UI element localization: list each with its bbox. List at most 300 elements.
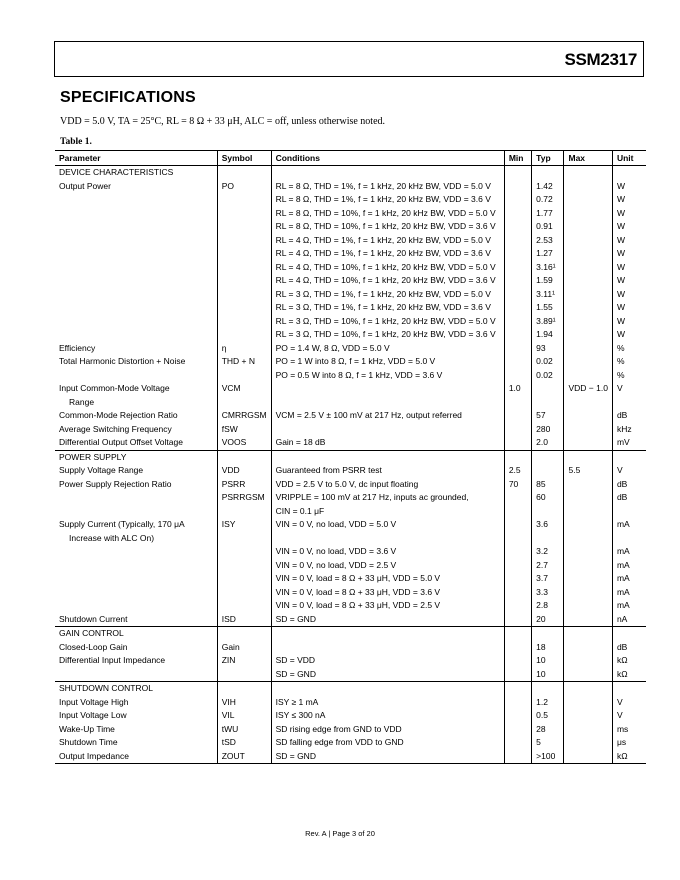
cell-typ [532, 682, 564, 696]
cell-min [504, 491, 531, 518]
cell-conditions [271, 641, 504, 655]
symbol-text: VOOS [221, 437, 247, 447]
cell-unit [612, 342, 646, 356]
unit-text: W [616, 275, 625, 285]
cell-typ [532, 274, 564, 288]
symbol-text: VIL [221, 710, 235, 720]
cell-conditions [271, 627, 504, 641]
table-row [55, 207, 646, 221]
unit-text: % [616, 369, 625, 380]
cell-parameter [55, 180, 217, 194]
cell-symbol [217, 436, 271, 450]
typ-text: 0.72 [536, 194, 553, 204]
table-row [55, 723, 646, 737]
cell-typ [532, 696, 564, 710]
typ-text: 60 [536, 492, 546, 502]
cell-min [504, 288, 531, 302]
unit-text: W [616, 315, 625, 326]
cell-max [564, 369, 612, 383]
conditions-text: RL = 4 Ω, THD = 1%, f = 1 kHz, 20 kHz BW, VDD = 3.6 V [275, 248, 491, 258]
conditions-text: VIN = 0 V, load = 8 Ω + 33 μH, VDD = 3.6 V [275, 586, 441, 597]
cell-unit [612, 654, 646, 668]
cell-min [504, 736, 531, 750]
conditions-text: SD rising edge from GND to VDD [275, 723, 402, 734]
cell-max [564, 654, 612, 668]
cell-symbol [217, 450, 271, 464]
cell-parameter [55, 261, 217, 275]
unit-text: dB [616, 492, 628, 502]
cell-unit [612, 709, 646, 723]
cell-min [504, 654, 531, 668]
max-text: 5.5 [568, 465, 581, 475]
cell-max [564, 409, 612, 423]
conditions-text: VIN = 0 V, no load, VDD = 5.0 V [275, 519, 397, 529]
typ-text: 18 [536, 641, 546, 652]
cell-typ [532, 423, 564, 437]
parameter-text: Common-Mode Rejection Ratio [59, 410, 178, 420]
parameter-text: POWER SUPPLY [59, 451, 127, 462]
cell-conditions [271, 342, 504, 356]
typ-text: 20 [536, 613, 546, 624]
conditions-text: RL = 8 Ω, THD = 1%, f = 1 kHz, 20 kHz BW, VDD = 5.0 V [275, 180, 491, 191]
cell-unit [612, 382, 646, 409]
conditions-text: SD = GND [275, 750, 316, 761]
symbol-text: ISY [221, 519, 236, 529]
unit-text: W [616, 221, 625, 231]
col-header-unit: Unit [612, 151, 646, 166]
cell-symbol [217, 464, 271, 478]
section-title: SPECIFICATIONS [60, 89, 196, 106]
symbol-text: ISD [221, 613, 236, 624]
cell-unit [612, 207, 646, 221]
unit-text: kΩ [616, 668, 628, 679]
cell-unit [612, 723, 646, 737]
conditions-text: RL = 3 Ω, THD = 10%, f = 1 kHz, 20 kHz BW, VDD = 3.6 V [275, 329, 496, 339]
table-row [55, 355, 646, 369]
typ-text: 0.5 [536, 710, 548, 720]
conditions-text: VDD = 2.5 V to 5.0 V, dc input floating [275, 478, 419, 489]
cell-unit [612, 274, 646, 288]
conditions-text: VRIPPLE = 100 mV at 217 Hz, inputs ac grounded, [275, 492, 469, 502]
cell-max [564, 668, 612, 682]
cell-max [564, 464, 612, 478]
cell-unit [612, 220, 646, 234]
cell-typ [532, 328, 564, 342]
table-row [55, 193, 646, 207]
typ-text: 3.6 [536, 519, 548, 529]
typ-text: 280 [536, 423, 551, 434]
cell-min [504, 696, 531, 710]
cell-symbol [217, 261, 271, 275]
cell-typ [532, 709, 564, 723]
table-row [55, 654, 646, 668]
parameter-text: Power Supply Rejection Ratio [59, 478, 172, 489]
unit-text: V [616, 465, 623, 475]
unit-text: dB [616, 641, 628, 652]
col-header-max: Max [564, 151, 612, 166]
cell-symbol [217, 301, 271, 315]
cell-symbol [217, 180, 271, 194]
unit-text: W [616, 248, 625, 258]
table-row [55, 423, 646, 437]
test-conditions: VDD = 5.0 V, TA = 25°C, RL = 8 Ω + 33 μH, ALC = off, unless otherwise noted. [60, 116, 386, 127]
conditions-text: RL = 4 Ω, THD = 10%, f = 1 kHz, 20 kHz BW, VDD = 3.6 V [275, 275, 496, 285]
cell-max [564, 613, 612, 627]
cell-unit [612, 682, 646, 696]
table-row [55, 518, 646, 545]
cell-conditions [271, 586, 504, 600]
parameter-text: Output Power [59, 180, 111, 191]
table-row [55, 220, 646, 234]
conditions-text: RL = 3 Ω, THD = 1%, f = 1 kHz, 20 kHz BW, VDD = 5.0 V [275, 288, 491, 299]
typ-text: 3.89¹ [536, 315, 556, 326]
typ-text: 0.02 [536, 356, 553, 366]
cell-max [564, 301, 612, 315]
cell-conditions [271, 288, 504, 302]
cell-parameter [55, 220, 217, 234]
symbol-text: PO [221, 180, 234, 191]
cell-symbol [217, 355, 271, 369]
cell-min [504, 328, 531, 342]
typ-text: 3.3 [536, 586, 548, 597]
conditions-text: RL = 3 Ω, THD = 1%, f = 1 kHz, 20 kHz BW, VDD = 3.6 V [275, 302, 491, 312]
symbol-text: PSRRGSM [221, 492, 265, 502]
typ-text: 1.2 [536, 696, 548, 707]
cell-unit [612, 450, 646, 464]
cell-typ [532, 234, 564, 248]
cell-symbol [217, 641, 271, 655]
cell-conditions [271, 559, 504, 573]
cell-symbol [217, 696, 271, 710]
cell-symbol [217, 682, 271, 696]
parameter-continuation: Range [69, 396, 95, 407]
cell-max [564, 234, 612, 248]
cell-min [504, 274, 531, 288]
table-row [55, 572, 646, 586]
col-header-min: Min [504, 151, 531, 166]
cell-symbol [217, 369, 271, 383]
cell-symbol [217, 342, 271, 356]
conditions-text: SD = GND [275, 613, 316, 624]
table-row [55, 342, 646, 356]
cell-parameter [55, 450, 217, 464]
parameter-text: Efficiency [59, 342, 96, 353]
table-row [55, 328, 646, 342]
unit-text: kΩ [616, 750, 628, 761]
cell-typ [532, 409, 564, 423]
cell-parameter [55, 207, 217, 221]
cell-typ [532, 193, 564, 207]
cell-typ [532, 668, 564, 682]
table-row [55, 464, 646, 478]
cell-max [564, 342, 612, 356]
cell-conditions [271, 668, 504, 682]
cell-max [564, 450, 612, 464]
cell-min [504, 301, 531, 315]
cell-unit [612, 478, 646, 492]
cell-conditions [271, 234, 504, 248]
section-row [55, 450, 646, 464]
table-title: Table 1. [60, 137, 92, 147]
cell-symbol [217, 288, 271, 302]
cell-parameter [55, 166, 217, 180]
typ-text: 2.7 [536, 559, 548, 570]
parameter-text: Differential Input Impedance [59, 655, 166, 665]
cell-typ [532, 180, 564, 194]
typ-text: 10 [536, 655, 546, 665]
cell-typ [532, 627, 564, 641]
specifications-table [55, 150, 646, 764]
conditions-text: SD = VDD [275, 655, 316, 665]
cell-min [504, 572, 531, 586]
table-row [55, 545, 646, 559]
table-row [55, 599, 646, 613]
cell-parameter [55, 274, 217, 288]
cell-symbol [217, 627, 271, 641]
typ-text: 28 [536, 723, 546, 734]
cell-max [564, 736, 612, 750]
table-row [55, 641, 646, 655]
symbol-text: fSW [221, 423, 238, 434]
cell-conditions [271, 382, 504, 409]
symbol-text: ZOUT [221, 750, 245, 761]
cell-unit [612, 599, 646, 613]
parameter-text: Supply Voltage Range [59, 465, 144, 475]
cell-parameter [55, 545, 217, 559]
cell-unit [612, 641, 646, 655]
cell-conditions [271, 464, 504, 478]
unit-text: W [616, 288, 625, 299]
symbol-text: PSRR [221, 478, 246, 489]
cell-parameter [55, 572, 217, 586]
cell-typ [532, 288, 564, 302]
cell-conditions [271, 369, 504, 383]
symbol-text: η [221, 342, 227, 353]
typ-text: 2.53 [536, 234, 553, 245]
unit-text: W [616, 302, 625, 312]
unit-text: W [616, 261, 625, 272]
cell-parameter [55, 423, 217, 437]
cell-unit [612, 627, 646, 641]
cell-max [564, 328, 612, 342]
cell-max [564, 315, 612, 329]
cell-parameter [55, 234, 217, 248]
cell-max [564, 572, 612, 586]
table-row [55, 382, 646, 409]
cell-symbol [217, 518, 271, 545]
table-row [55, 750, 646, 764]
cell-unit [612, 696, 646, 710]
table-row [55, 409, 646, 423]
conditions-text: RL = 4 Ω, THD = 10%, f = 1 kHz, 20 kHz BW, VDD = 5.0 V [275, 261, 496, 272]
cell-min [504, 207, 531, 221]
cell-unit [612, 166, 646, 180]
cell-max [564, 423, 612, 437]
conditions-text: RL = 8 Ω, THD = 1%, f = 1 kHz, 20 kHz BW, VDD = 3.6 V [275, 194, 491, 204]
parameter-text: SHUTDOWN CONTROL [59, 683, 153, 693]
cell-typ [532, 315, 564, 329]
symbol-text: ZIN [221, 655, 236, 665]
cell-min [504, 355, 531, 369]
parameter-text: GAIN CONTROL [59, 628, 124, 638]
cell-typ [532, 382, 564, 409]
symbol-text: THD + N [221, 356, 256, 366]
cell-parameter [55, 613, 217, 627]
cell-typ [532, 545, 564, 559]
cell-symbol [217, 166, 271, 180]
cell-typ [532, 166, 564, 180]
cell-typ [532, 559, 564, 573]
cell-unit [612, 423, 646, 437]
unit-text: nA [616, 613, 628, 624]
cell-conditions [271, 193, 504, 207]
unit-text: V [616, 383, 623, 393]
cell-symbol [217, 423, 271, 437]
cell-parameter [55, 709, 217, 723]
conditions-text: VCM = 2.5 V ± 100 mV at 217 Hz, output referred [275, 410, 462, 420]
unit-text: mA [616, 559, 630, 570]
cell-conditions [271, 709, 504, 723]
min-text: 2.5 [508, 465, 521, 475]
conditions-text: RL = 3 Ω, THD = 10%, f = 1 kHz, 20 kHz BW, VDD = 5.0 V [275, 315, 496, 326]
cell-parameter [55, 559, 217, 573]
typ-text: 57 [536, 410, 546, 420]
cell-max [564, 247, 612, 261]
table-row [55, 736, 646, 750]
cell-conditions [271, 572, 504, 586]
col-header-typ: Typ [532, 151, 564, 166]
cell-parameter [55, 518, 217, 545]
table-row [55, 559, 646, 573]
table-row [55, 491, 646, 518]
cell-conditions [271, 207, 504, 221]
cell-typ [532, 450, 564, 464]
table-row [55, 668, 646, 682]
cell-conditions [271, 696, 504, 710]
conditions-text: VIN = 0 V, load = 8 Ω + 33 μH, VDD = 5.0 V [275, 573, 441, 583]
cell-conditions [271, 545, 504, 559]
cell-parameter [55, 641, 217, 655]
cell-symbol [217, 613, 271, 627]
cell-symbol [217, 599, 271, 613]
conditions-text: PO = 0.5 W into 8 Ω, f = 1 kHz, VDD = 3.6 V [275, 369, 443, 380]
cell-unit [612, 613, 646, 627]
cell-max [564, 436, 612, 450]
cell-parameter [55, 586, 217, 600]
cell-unit [612, 464, 646, 478]
cell-min [504, 586, 531, 600]
typ-text: 0.91 [536, 221, 553, 231]
cell-unit [612, 668, 646, 682]
page-footer: Rev. A | Page 3 of 20 [305, 829, 375, 838]
cell-conditions [271, 682, 504, 696]
cell-typ [532, 613, 564, 627]
cell-max [564, 355, 612, 369]
section-row [55, 682, 646, 696]
cell-typ [532, 355, 564, 369]
conditions-text: Gain = 18 dB [275, 437, 326, 447]
section-row [55, 627, 646, 641]
cell-min [504, 369, 531, 383]
cell-max [564, 491, 612, 518]
cell-symbol [217, 328, 271, 342]
cell-min [504, 423, 531, 437]
cell-min [504, 545, 531, 559]
cell-conditions [271, 478, 504, 492]
cell-typ [532, 491, 564, 518]
unit-text: mA [616, 600, 630, 610]
conditions-continuation: CIN = 0.1 μF [275, 505, 325, 516]
cell-typ [532, 586, 564, 600]
cell-max [564, 220, 612, 234]
cell-typ [532, 369, 564, 383]
cell-parameter [55, 288, 217, 302]
cell-conditions [271, 723, 504, 737]
cell-unit [612, 247, 646, 261]
min-text: 70 [508, 478, 519, 489]
unit-text: ms [616, 723, 629, 734]
cell-min [504, 261, 531, 275]
typ-text: 3.11¹ [536, 288, 555, 299]
parameter-text: Input Common-Mode Voltage [59, 383, 170, 393]
cell-symbol [217, 668, 271, 682]
cell-unit [612, 572, 646, 586]
cell-min [504, 518, 531, 545]
typ-text: 1.42 [536, 180, 553, 191]
parameter-text: Closed-Loop Gain [59, 641, 128, 652]
conditions-text: RL = 8 Ω, THD = 10%, f = 1 kHz, 20 kHz BW, VDD = 3.6 V [275, 221, 496, 231]
cell-max [564, 696, 612, 710]
cell-conditions [271, 315, 504, 329]
cell-typ [532, 723, 564, 737]
cell-parameter [55, 750, 217, 764]
table-row [55, 436, 646, 450]
cell-unit [612, 355, 646, 369]
cell-conditions [271, 613, 504, 627]
conditions-text: VIN = 0 V, no load, VDD = 2.5 V [275, 559, 397, 570]
cell-max [564, 207, 612, 221]
unit-text: % [616, 342, 625, 353]
symbol-text: CMRRGSM [221, 410, 267, 420]
cell-parameter [55, 328, 217, 342]
cell-min [504, 180, 531, 194]
symbol-text: tSD [221, 737, 236, 747]
symbol-text: VIH [221, 696, 236, 707]
cell-max [564, 166, 612, 180]
conditions-text: Guaranteed from PSRR test [275, 465, 382, 475]
unit-text: dB [616, 410, 628, 420]
cell-max [564, 559, 612, 573]
parameter-text: Output Impedance [59, 750, 129, 761]
conditions-text: VIN = 0 V, no load, VDD = 3.6 V [275, 546, 397, 556]
table-row [55, 247, 646, 261]
cell-conditions [271, 518, 504, 545]
cell-min [504, 723, 531, 737]
cell-symbol [217, 193, 271, 207]
parameter-text: Shutdown Current [59, 613, 128, 624]
unit-text: V [616, 696, 623, 707]
cell-parameter [55, 599, 217, 613]
cell-conditions [271, 328, 504, 342]
cell-max [564, 641, 612, 655]
cell-parameter [55, 355, 217, 369]
cell-symbol [217, 572, 271, 586]
unit-text: mA [616, 519, 630, 529]
cell-unit [612, 261, 646, 275]
col-header-conditions: Conditions [271, 151, 504, 166]
typ-text: 93 [536, 342, 546, 353]
cell-min [504, 193, 531, 207]
